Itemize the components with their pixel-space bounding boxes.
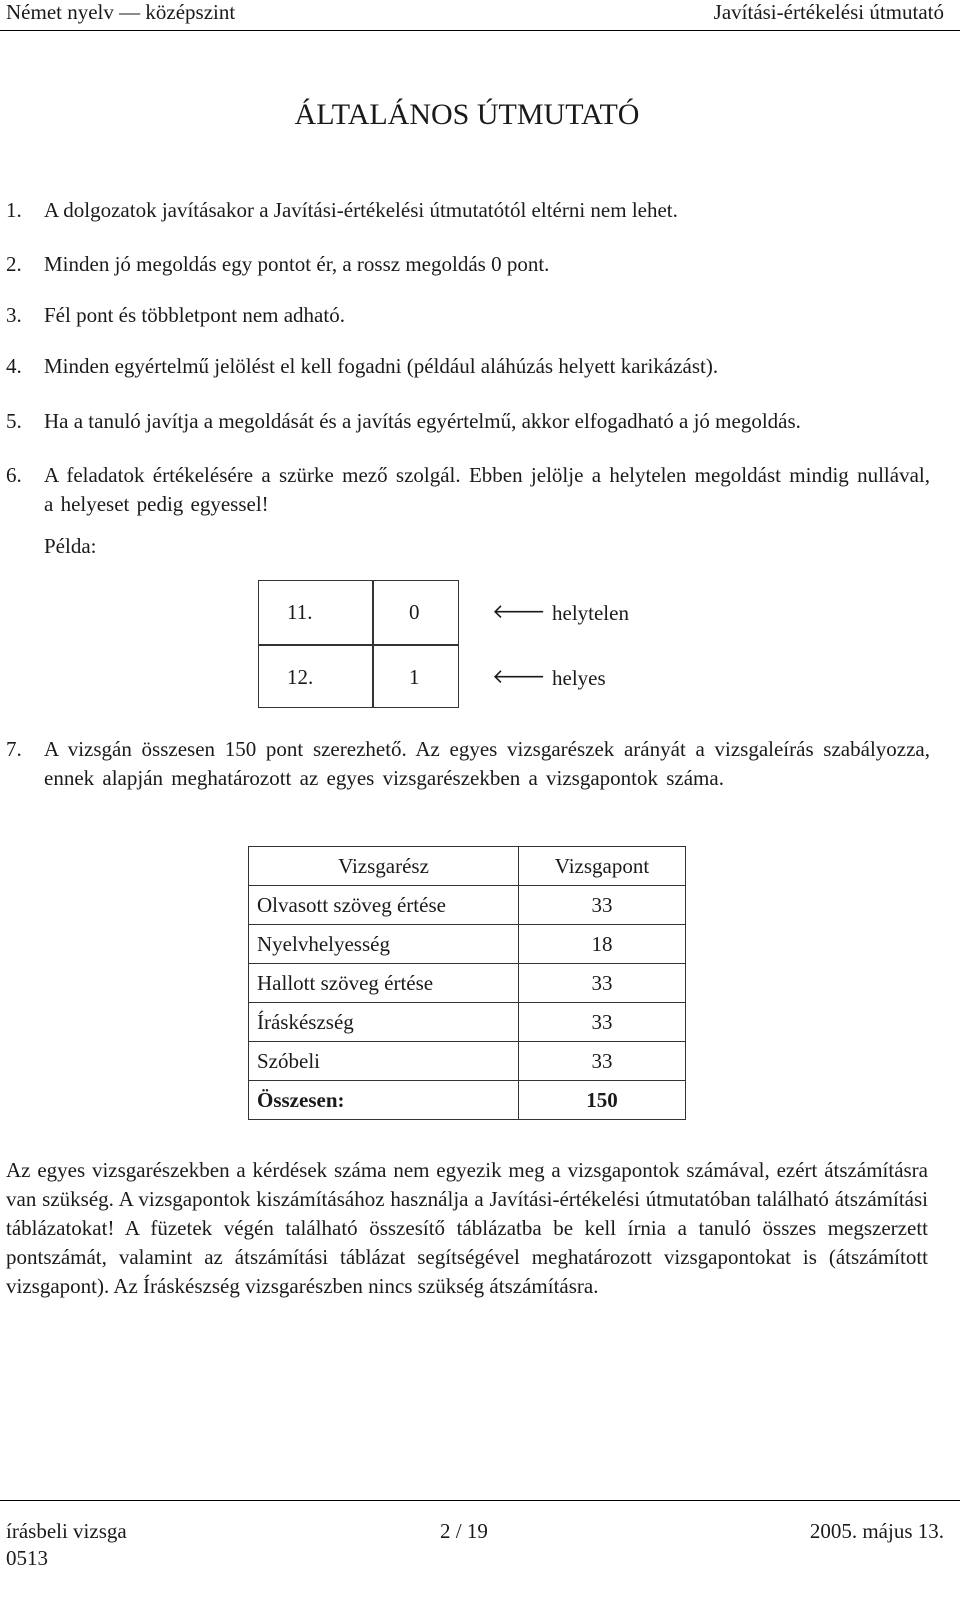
exam-part-points: 18	[519, 925, 686, 964]
header-rule	[0, 30, 960, 31]
table-row	[249, 925, 686, 964]
exam-points-table	[248, 846, 686, 1120]
total-label: Összesen:	[249, 1081, 519, 1120]
table-total-row	[249, 1081, 686, 1120]
list-item-number: 5.	[6, 409, 22, 433]
arrow-left-icon: 🡐	[492, 664, 546, 688]
list-item-text: Minden jó megoldás egy pontot ér, a rossz megoldás 0 pont.	[44, 252, 550, 276]
list-item-5	[6, 407, 930, 436]
example-task-number: 11.	[287, 600, 313, 624]
example-note-correct: helyes	[552, 666, 606, 690]
footer-date: 2005. május 13.	[809, 1519, 944, 1543]
list-item-text: A vizsgán összesen 150 pont szerezhető. Az egyes vizsgarészek arányát a vizsgaleírás szabályozza, ennek alapján meghatározott az egyes vizsgarészekben a vizsgapontok száma.	[44, 737, 930, 790]
page-title: ÁLTALÁNOS ÚTMUTATÓ	[294, 98, 640, 131]
footer-code: 0513	[6, 1546, 48, 1570]
footer-rule	[0, 1500, 960, 1501]
footer-page-number: 2 / 19	[440, 1519, 488, 1543]
grid-divider	[259, 644, 458, 646]
exam-part-points: 33	[519, 886, 686, 925]
table-row	[249, 1042, 686, 1081]
list-item-7	[6, 735, 930, 825]
list-item-4	[6, 352, 930, 381]
exam-part-name: Íráskészség	[249, 1003, 519, 1042]
list-item-number: 4.	[6, 354, 22, 378]
example-score: 1	[409, 665, 420, 689]
list-item-text: A dolgozatok javításakor a Javítási-értékelési útmutatótól eltérni nem lehet.	[44, 198, 678, 222]
list-item-6	[6, 461, 930, 521]
example-note-incorrect: helytelen	[552, 601, 629, 625]
example-task-number: 12.	[287, 665, 314, 689]
list-item-number: 6.	[6, 463, 22, 487]
exam-part-points: 33	[519, 1003, 686, 1042]
list-item-text: Minden egyértelmű jelölést el kell fogadni (például aláhúzás helyett karikázást).	[44, 354, 719, 378]
table-header-row	[249, 847, 686, 886]
column-header-points: Vizsgapont	[519, 847, 686, 886]
header-subject: Német nyelv — középszint	[6, 0, 236, 24]
exam-part-name: Hallott szöveg értése	[249, 964, 519, 1003]
arrow-left-icon: 🡐	[492, 599, 546, 623]
list-item-2	[6, 250, 930, 279]
exam-part-points: 33	[519, 1042, 686, 1081]
list-item-number: 7.	[6, 737, 22, 761]
closing-paragraph: Az egyes vizsgarészekben a kérdések száma nem egyezik meg a vizsgapontok számával, ezért átszámításra van szükség. A vizsgapontok kiszámításához használja a Javítási-értékelési útmutatóban található átszámítási táblázatokat! A füzetek végén található összesítő táblázatba be kell írnia a tanuló összes megszerzett pontszámát, valamint az átszámítási táblázat segítségével meghatározott vizsgapontokat is (átszámított vizsgapont). Az Íráskészség vizsgarészben nincs szükség átszámításra.	[6, 1158, 928, 1298]
list-item-3	[6, 301, 930, 330]
example-score-grid	[258, 580, 459, 708]
table-row	[249, 1003, 686, 1042]
column-header-part: Vizsgarész	[249, 847, 519, 886]
exam-part-points: 33	[519, 964, 686, 1003]
list-item-number: 1.	[6, 198, 22, 222]
list-item-text: Fél pont és többletpont nem adható.	[44, 303, 345, 327]
total-points: 150	[519, 1081, 686, 1120]
list-item-text: Ha a tanuló javítja a megoldását és a javítás egyértelmű, akkor elfogadható a jó megoldás.	[44, 409, 801, 433]
exam-part-name: Szóbeli	[249, 1042, 519, 1081]
example-label: Példa:	[44, 534, 97, 558]
list-item-number: 2.	[6, 252, 22, 276]
list-item-text: A feladatok értékelésére a szürke mező szolgál. Ebben jelölje a helytelen megoldást mindig nullával, a helyeset pedig egyessel!	[44, 463, 930, 516]
exam-part-name: Nyelvhelyesség	[249, 925, 519, 964]
list-item-1	[6, 196, 930, 225]
list-item-number: 3.	[6, 303, 22, 327]
table-row	[249, 964, 686, 1003]
exam-part-name: Olvasott szöveg értése	[249, 886, 519, 925]
example-score: 0	[409, 600, 420, 624]
footer-exam-type: írásbeli vizsga	[6, 1519, 127, 1543]
table-row	[249, 886, 686, 925]
header-doc-type: Javítási-értékelési útmutató	[713, 0, 944, 24]
